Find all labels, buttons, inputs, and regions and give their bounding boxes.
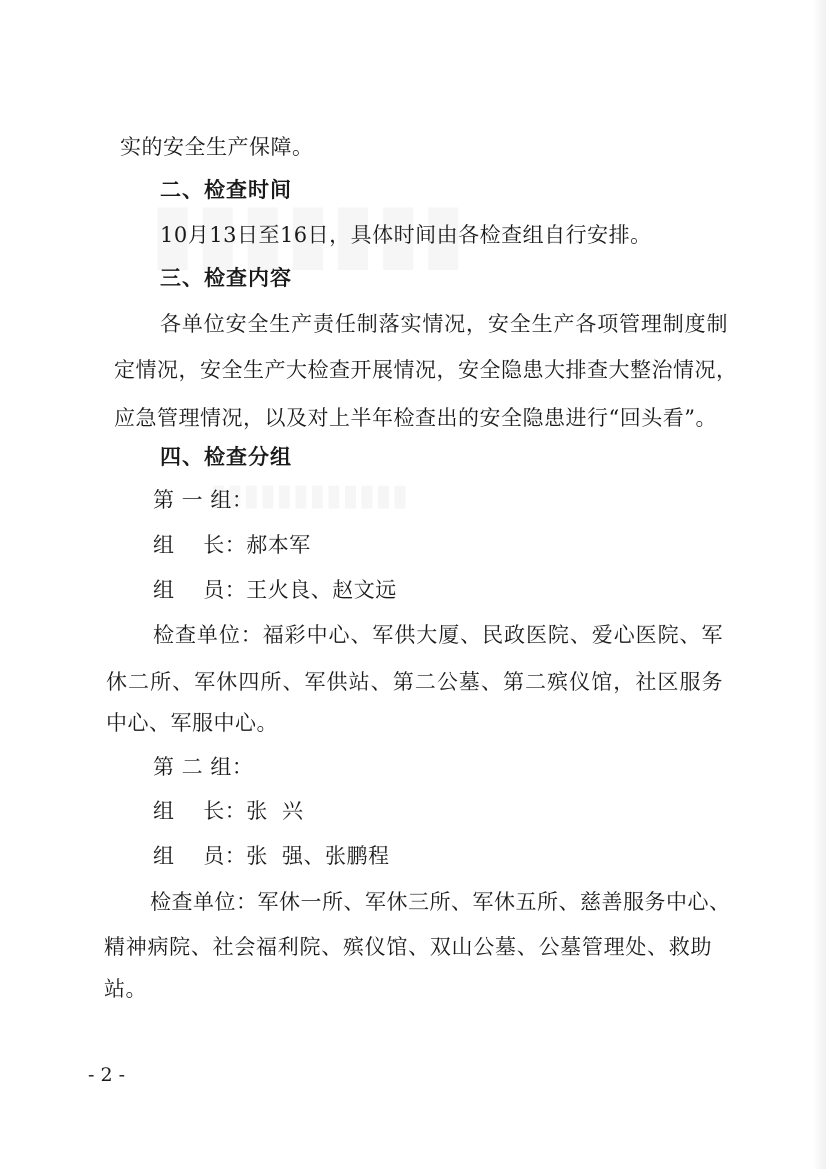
section-heading-content: 三、检查内容 <box>160 266 292 290</box>
group2-members: 组 员：张 强、张鹏程 <box>153 844 390 868</box>
content-line: 各单位安全生产责任制落实情况，安全生产各项管理制度制 <box>160 312 728 336</box>
group1-leader: 组 长：郝本军 <box>153 533 311 557</box>
section-heading-time: 二、检查时间 <box>160 178 292 202</box>
group2-units-line: 站。 <box>104 977 147 1001</box>
group2-units-line: 精神病院、社会福利院、殡仪馆、双山公墓、公墓管理处、救助 <box>104 935 712 959</box>
scan-edge-shadow <box>812 0 826 1169</box>
section-heading-groups: 四、检查分组 <box>160 445 292 469</box>
group2-title: 第 二 组： <box>153 755 254 779</box>
content-line: 应急管理情况，以及对上半年检查出的安全隐患进行“回头看”。 <box>114 406 717 430</box>
group1-units-line: 检查单位：福彩中心、军供大厦、民政医院、爱心医院、军 <box>153 623 723 647</box>
paragraph-continuation: 实的安全生产保障。 <box>120 135 314 159</box>
content-line: 定情况，安全生产大检查开展情况，安全隐患大排查大整治情况， <box>114 358 738 382</box>
page-number: - 2 - <box>88 1064 126 1086</box>
group1-title: 第 一 组： <box>153 488 254 512</box>
group1-units-line: 中心、军服中心。 <box>106 711 278 735</box>
group1-units-line: 休二所、军休四所、军供站、第二公墓、第二殡仪馆，社区服务 <box>106 670 723 694</box>
group2-leader: 组 长：张 兴 <box>153 799 304 823</box>
group2-units-line: 检查单位：军休一所、军休三所、军休五所、慈善服务中心、 <box>150 890 731 914</box>
time-text: 10月13日至16日，具体时间由各检查组自行安排。 <box>160 223 652 247</box>
group1-members: 组 员：王火良、赵文远 <box>153 578 397 602</box>
